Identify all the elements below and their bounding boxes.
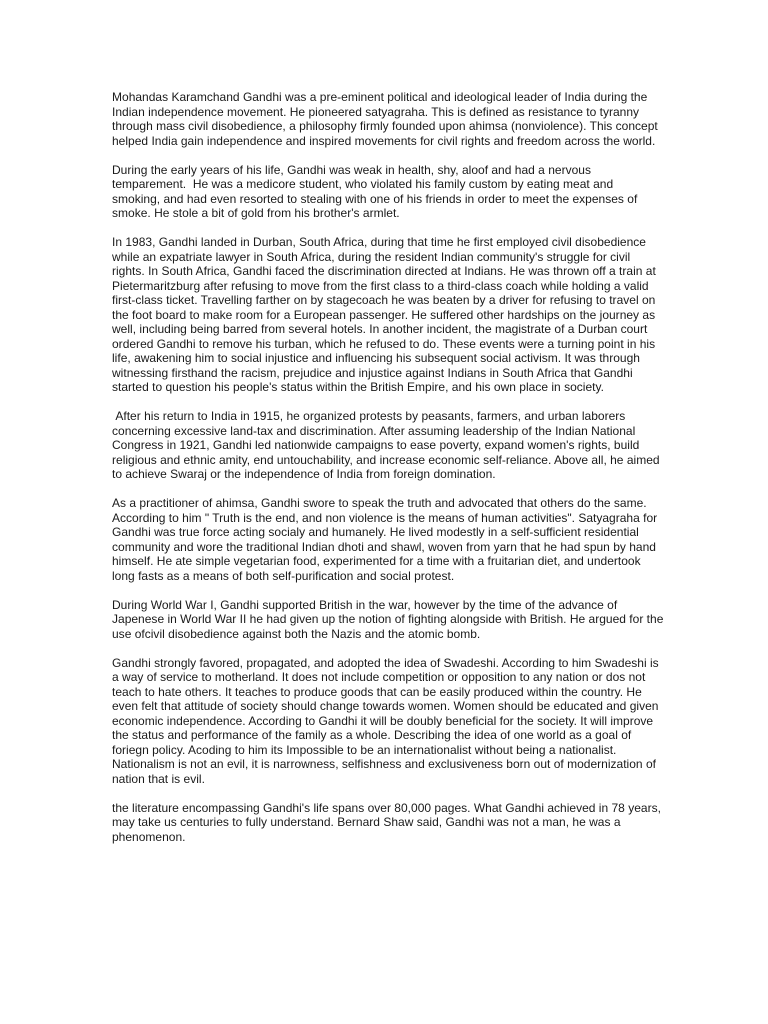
paragraph-world-wars: During World War I, Gandhi supported British in the war, however by the time of the advance of Japenese in World War II he had given up the notion of fighting alongside with British. He argued for the use ofcivil disobedience against both the Nazis and the atomic bomb. [112, 597, 667, 641]
paragraph-return-to-india: After his return to India in 1915, he organized protests by peasants, farmers, and urban laborers concerning excessive land-tax and discrimination. After assuming leadership of the Indian National Congress in 1921, Gandhi led nationwide campaigns to ease poverty, expand women's rights, build religious and ethnic amity, end untouchability, and increase economic self-reliance. Above all, he aimed to achieve Swaraj or the independence of India from foreign domination. [112, 409, 663, 481]
document-body [112, 90, 667, 859]
paragraph-ahimsa: As a practitioner of ahimsa, Gandhi swore to speak the truth and advocated that others do the same. According to him " Truth is the end, and non violence is the means of human activities". Satyagraha for Gandhi was true force acting socialy and humanely. He lived modestly in a self-sufficient residential community and wore the traditional Indian dhoti and shawl, woven from yarn that he had spun by hand himself. He ate simple vegetarian food, experimented for a time with a fruitarian diet, and undertook long fasts as a means of both self-purification and social protest. [112, 496, 661, 583]
paragraph-literature: the literature encompassing Gandhi's life spans over 80,000 pages. What Gandhi achieved in 78 years, may take us centuries to fully understand. Bernard Shaw said, Gandhi was not a man, he was a phenomenon. [112, 800, 665, 844]
paragraph-south-africa: In 1983, Gandhi landed in Durban, South Africa, during that time he first employed civil disobedience while an expatriate lawyer in South Africa, during the resident Indian community's struggle for civil rights. In South Africa, Gandhi faced the discrimination directed at Indians. He was thrown off a train at Pietermaritzburg after refusing to move from the first class to a third-class coach while holding a valid first-class ticket. Travelling farther on by stagecoach he was beaten by a driver for refusing to travel on the foot board to make room for a European passenger. He suffered other hardships on the journey as well, including being barred from several hotels. In another incident, the magistrate of a Durban court ordered Gandhi to remove his turban, which he refused to do. These events were a turning point in his life, awakening him to social injustice and influencing his subsequent social activism. It was through witnessing firsthand the racism, prejudice and injustice against Indians in South Africa that Gandhi started to question his people's status within the British Empire, and his own place in society. [112, 235, 660, 394]
paragraph-early-years: During the early years of his life, Gandhi was weak in health, shy, aloof and had a nervous temparement. He was a medicore student, who violated his family custom by eating meat and smoking, and had even resorted to stealing with one of his friends in order to meet the expenses of smoke. He stole a bit of gold from his brother's armlet. [112, 162, 641, 220]
paragraph-intro: Mohandas Karamchand Gandhi was a pre-eminent political and ideological leader of India during the Indian independence movement. He pioneered satyagraha. This is defined as resistance to tyranny through mass civil disobedience, a philosophy firmly founded upon ahimsa (nonviolence). This concept helped India gain independence and inspired movements for civil rights and freedom across the world. [112, 90, 662, 148]
paragraph-swadeshi: Gandhi strongly favored, propagated, and adopted the idea of Swadeshi. According to him Swadeshi is a way of service to motherland. It does not include competition or opposition to any nation or dos not teach to hate others. It teaches to produce goods that can be easily produced within the country. He even felt that attitude of society should change towards women. Women should be educated and given economic independence. According to Gandhi it will be doubly beneficial for the society. It will improve the status and performance of the family as a whole. Describing the idea of one world as a goal of foriegn policy. Acoding to him its Impossible to be an internationalist without being a nationalist. Nationalism is not an evil, it is narrowness, selfishness and exclusiveness born out of modernization of nation that is evil. [112, 655, 663, 786]
